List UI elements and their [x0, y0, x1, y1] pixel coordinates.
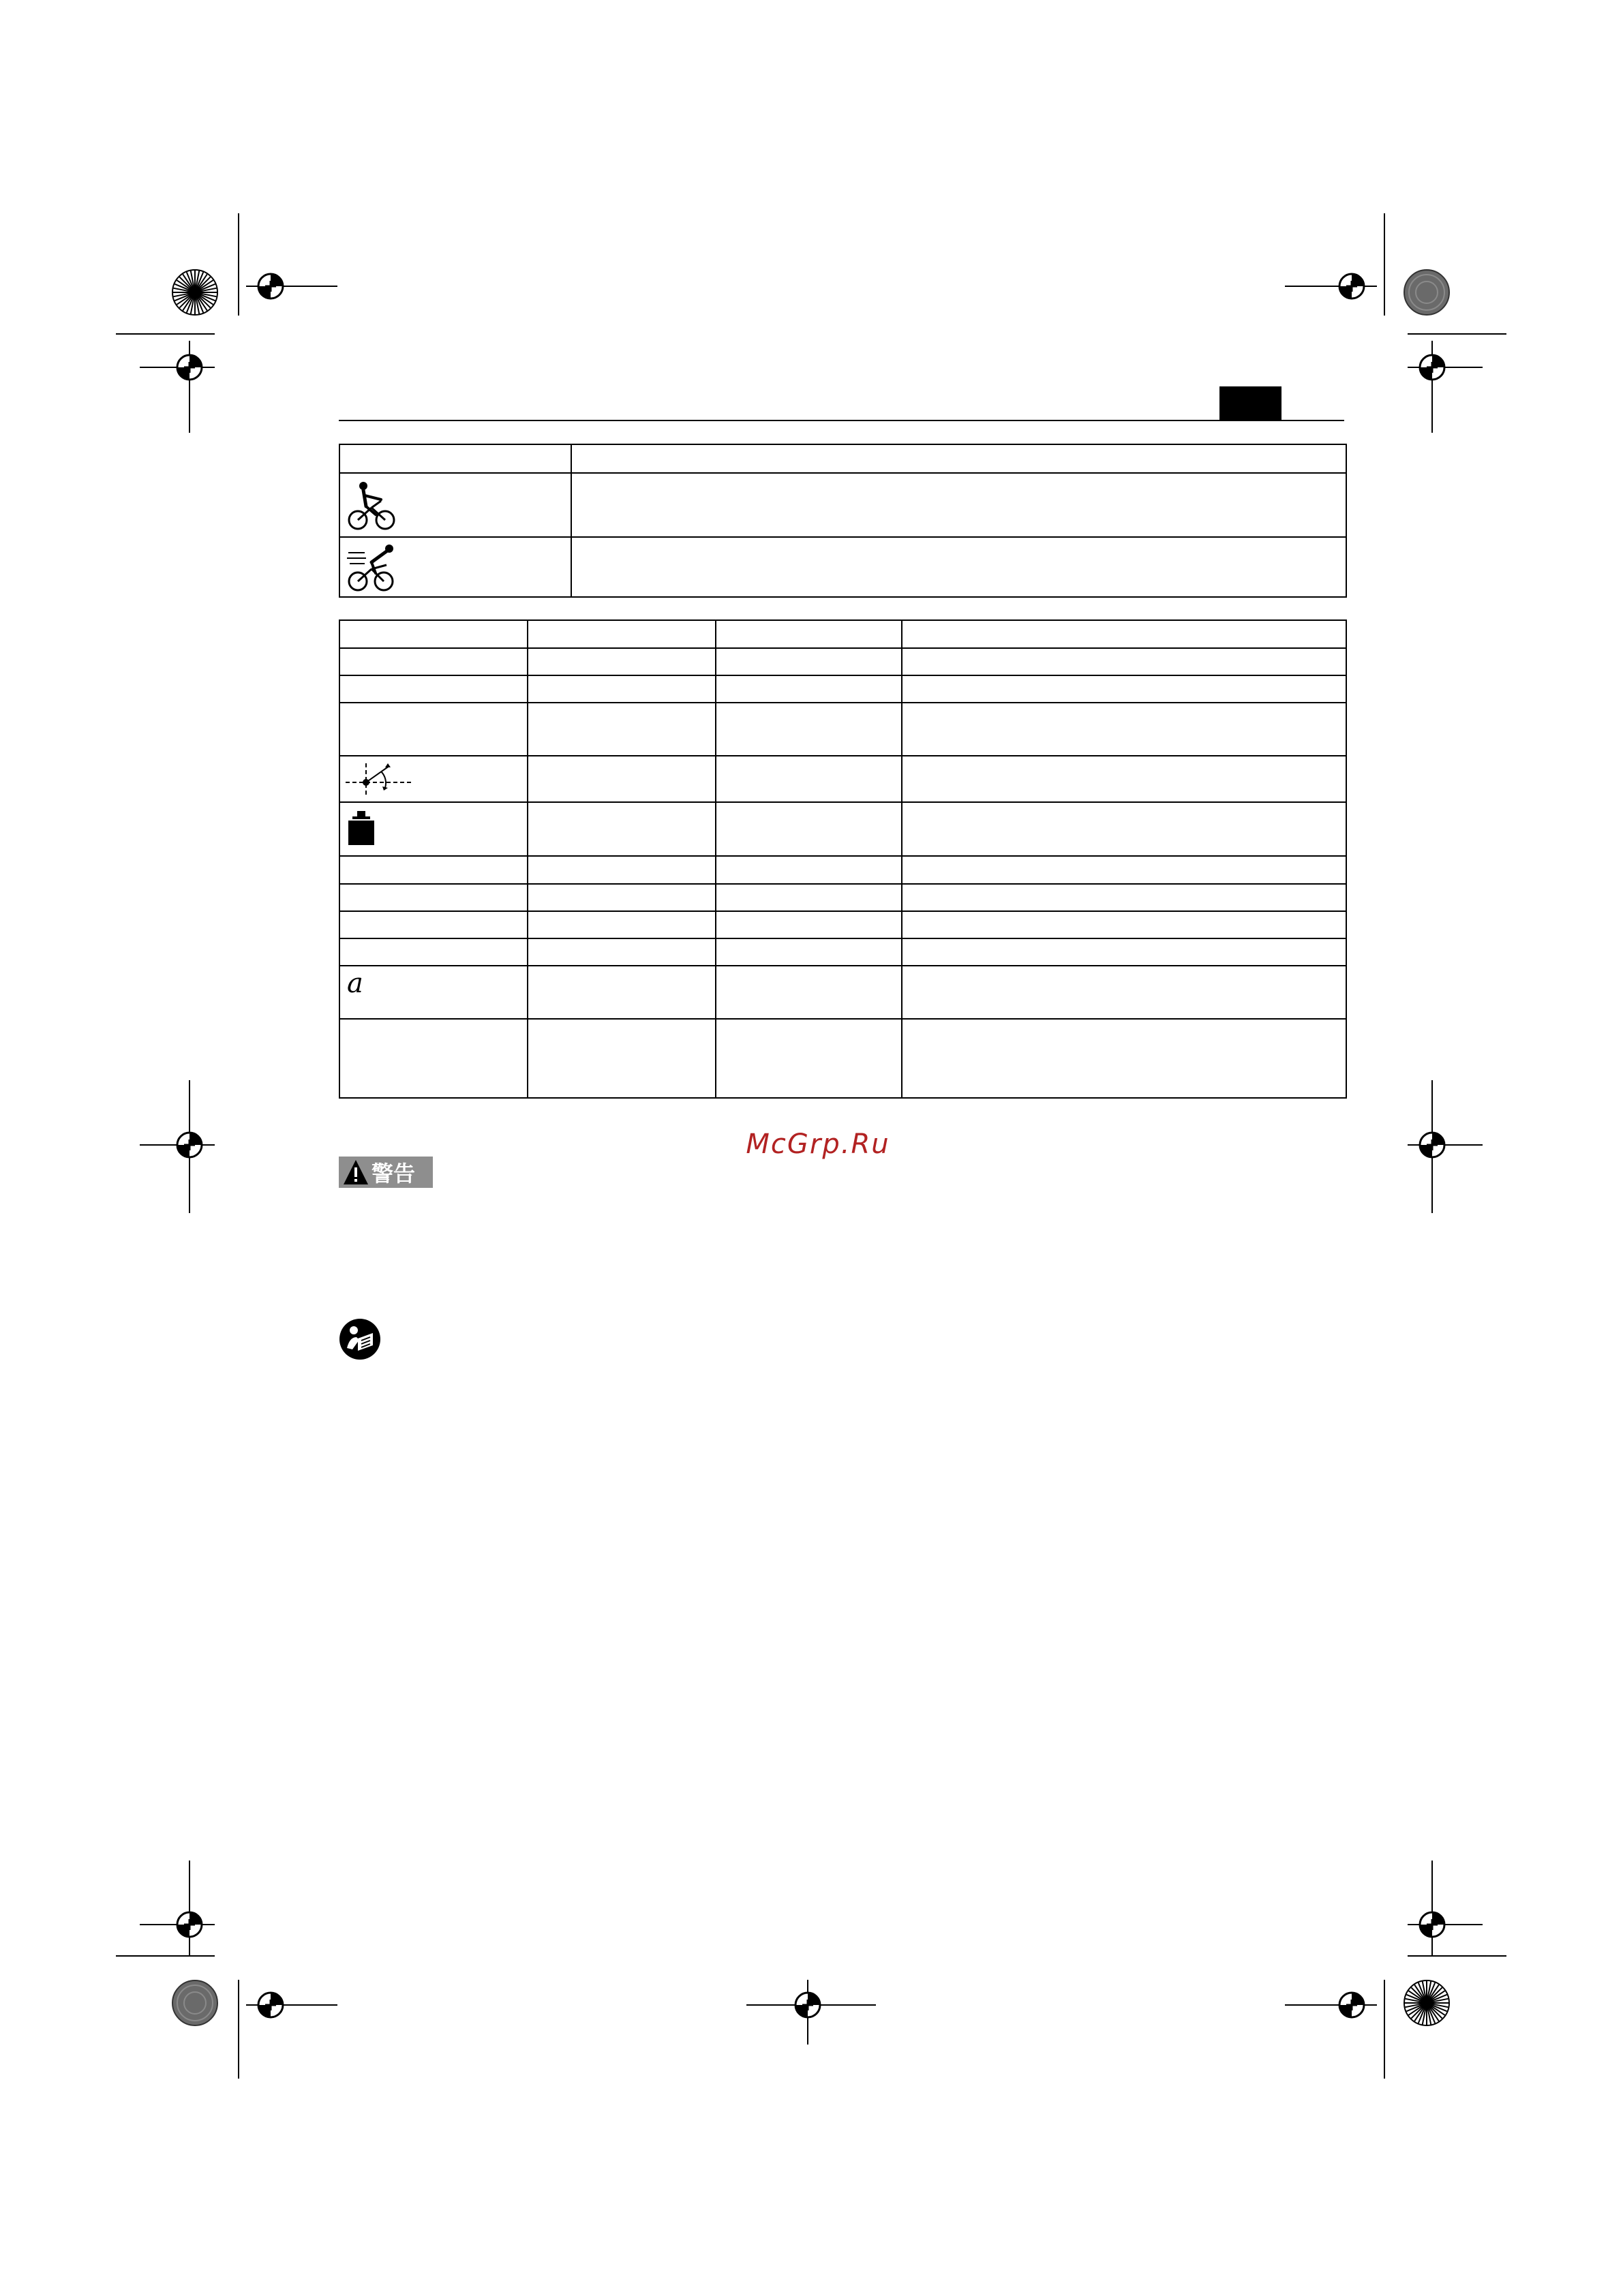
table-cell: [339, 648, 528, 675]
table-cell: [339, 675, 528, 703]
table-cell: [716, 648, 902, 675]
table-cell: [528, 856, 716, 884]
table-row: [339, 938, 1346, 966]
mode-table: [339, 444, 1347, 598]
table-cell: [528, 703, 716, 756]
watermark: McGrp.Ru: [746, 1129, 890, 1160]
alpha-symbol: a: [347, 968, 363, 999]
table-cell: [528, 648, 716, 675]
table-row: [339, 756, 1346, 802]
table-cell: [528, 884, 716, 911]
table-cell: [571, 537, 1346, 597]
table-cell: [716, 802, 902, 856]
table-cell: [716, 620, 902, 648]
table-cell: [339, 1019, 528, 1098]
table-cell: [716, 856, 902, 884]
table-cell: [716, 1019, 902, 1098]
table-row: [339, 473, 1346, 537]
header-rule: [339, 420, 1344, 421]
table-cell: [571, 444, 1346, 473]
read-manual-icon: [339, 1318, 381, 1360]
table-cell: [528, 966, 716, 1019]
table-cell: [339, 884, 528, 911]
table-cell: [902, 884, 1346, 911]
table-cell: [716, 911, 902, 938]
table-cell: [528, 802, 716, 856]
table-cell: [716, 966, 902, 1019]
table-row: [339, 884, 1346, 911]
table-cell: [339, 473, 571, 537]
table-cell: [902, 966, 1346, 1019]
language-tab: [1219, 386, 1281, 420]
table-row: [339, 966, 1346, 1019]
table-cell: [528, 911, 716, 938]
table-cell: [902, 703, 1346, 756]
table-row: [339, 675, 1346, 703]
table-cell: [339, 856, 528, 884]
table-cell: [716, 938, 902, 966]
warning-badge: [339, 1157, 433, 1188]
table-cell: [571, 473, 1346, 537]
table-cell: [339, 911, 528, 938]
table-row: [339, 444, 1346, 473]
table-row: [339, 856, 1346, 884]
table-cell: [528, 756, 716, 802]
table-cell: [339, 938, 528, 966]
cyclist-sitting-icon: [346, 479, 400, 534]
table-cell: [716, 884, 902, 911]
table-cell: [716, 675, 902, 703]
table-row: [339, 703, 1346, 756]
table-cell: [339, 756, 528, 802]
table-cell: [902, 1019, 1346, 1098]
table-cell: [902, 856, 1346, 884]
table-row: [339, 620, 1346, 648]
warning-triangle-icon: [343, 1159, 369, 1186]
table-row: [339, 911, 1346, 938]
warning-label: 警告: [371, 1161, 416, 1187]
table-cell: [902, 802, 1346, 856]
table-cell: [339, 966, 528, 1019]
weight-icon: [346, 810, 377, 848]
table-row: [339, 648, 1346, 675]
angle-diagram-icon: [346, 758, 414, 799]
table-cell: [528, 675, 716, 703]
table-cell: [902, 938, 1346, 966]
table-cell: [339, 537, 571, 597]
specifications-table: [339, 619, 1347, 1099]
table-cell: [339, 620, 528, 648]
table-cell: [339, 802, 528, 856]
table-cell: [528, 1019, 716, 1098]
table-row: [339, 1019, 1346, 1098]
table-cell: [716, 703, 902, 756]
table-cell: [902, 675, 1346, 703]
cyclist-racing-icon: [346, 542, 400, 594]
table-cell: [902, 620, 1346, 648]
table-row: [339, 537, 1346, 597]
table-cell: [528, 938, 716, 966]
table-cell: [902, 648, 1346, 675]
table-cell: [902, 756, 1346, 802]
table-cell: [339, 444, 571, 473]
table-cell: [528, 620, 716, 648]
table-cell: [902, 911, 1346, 938]
table-cell: [339, 703, 528, 756]
table-cell: [716, 756, 902, 802]
table-row: [339, 802, 1346, 856]
